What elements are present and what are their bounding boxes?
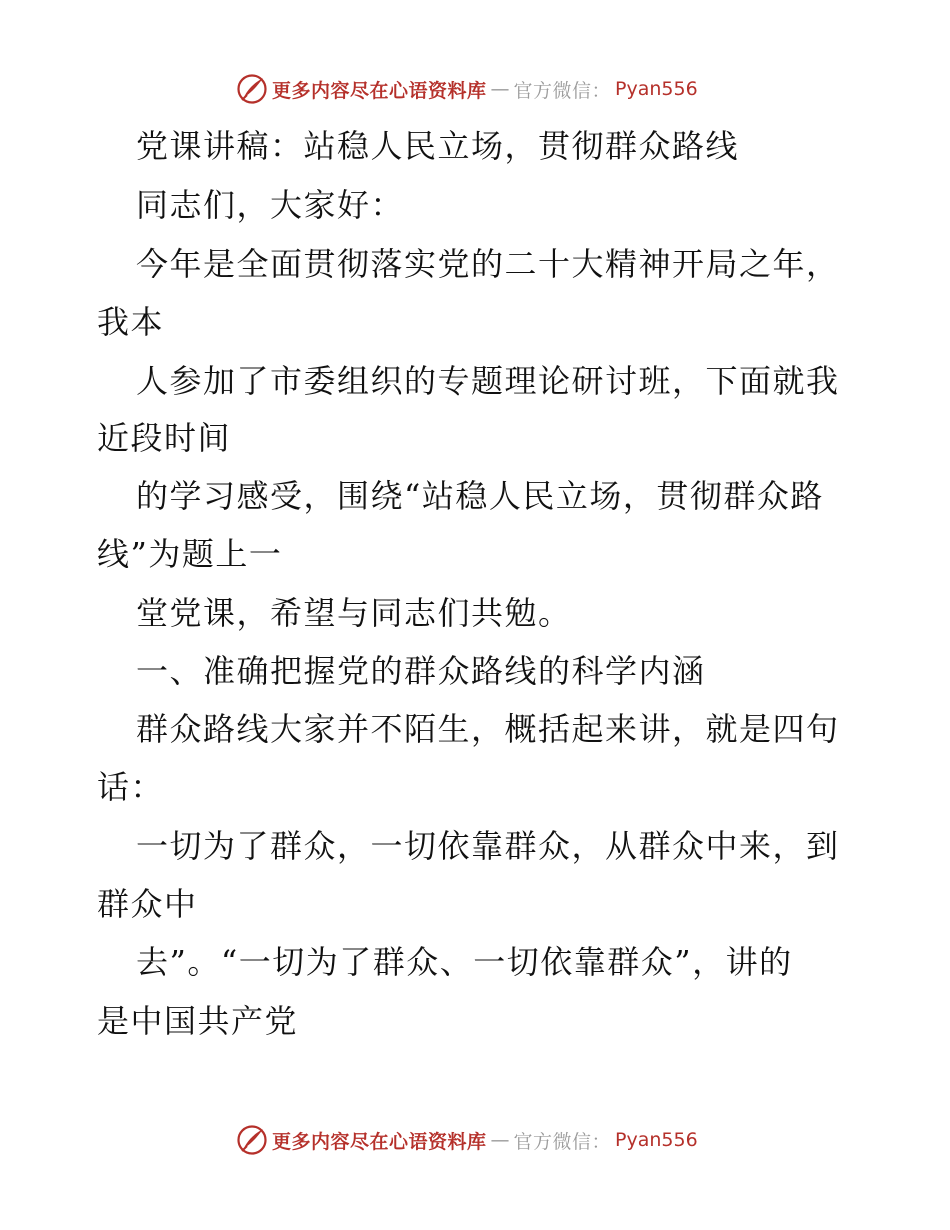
text-line: 的学习感受，围绕“站稳人民立场，贯彻群众路 [136, 477, 824, 515]
banner-site-name: 更多内容尽在心语资料库 [272, 1130, 487, 1153]
text-line: 线”为题上一 [97, 535, 283, 573]
text-line: 今年是全面贯彻落实党的二十大精神开局之年， [136, 245, 840, 283]
text-line: 一切为了群众，一切依靠群众，从群众中来，到 [136, 827, 840, 865]
document-title: 党课讲稿：站稳人民立场，贯彻群众路线 [136, 127, 740, 165]
text-line: 近段时间 [97, 419, 232, 457]
footer-watermark-banner [236, 1123, 698, 1157]
banner-site-name: 更多内容尽在心语资料库 [272, 79, 487, 102]
section-heading: 一、准确把握党的群众路线的科学内涵 [136, 652, 706, 690]
text-line: 同志们，大家好： [136, 186, 405, 224]
text-line: 堂党课，希望与同志们共勉。 [136, 594, 572, 632]
text-line: 话： [97, 768, 165, 806]
header-watermark-banner [236, 72, 698, 106]
quill-pen-logo-icon [236, 73, 268, 105]
text-line: 群众路线大家并不陌生，概括起来讲，就是四句 [136, 710, 840, 748]
text-line: 是中国共产党 [97, 1002, 299, 1040]
text-line: 去”。“一切为了群众、一切依靠群众”，讲的 [136, 943, 793, 981]
banner-wechat-id: Pyan556 [615, 78, 698, 100]
quill-pen-logo-icon [236, 1124, 268, 1156]
banner-wechat-label: 官方微信： [513, 1130, 612, 1153]
text-line: 人参加了市委组织的专题理论研讨班，下面就我 [136, 362, 840, 400]
text-line: 群众中 [97, 885, 198, 923]
banner-separator: — [490, 1129, 510, 1151]
banner-wechat-id: Pyan556 [615, 1129, 698, 1151]
text-line: 我本 [97, 303, 165, 341]
banner-wechat-label: 官方微信： [513, 79, 612, 102]
banner-separator: — [490, 78, 510, 100]
